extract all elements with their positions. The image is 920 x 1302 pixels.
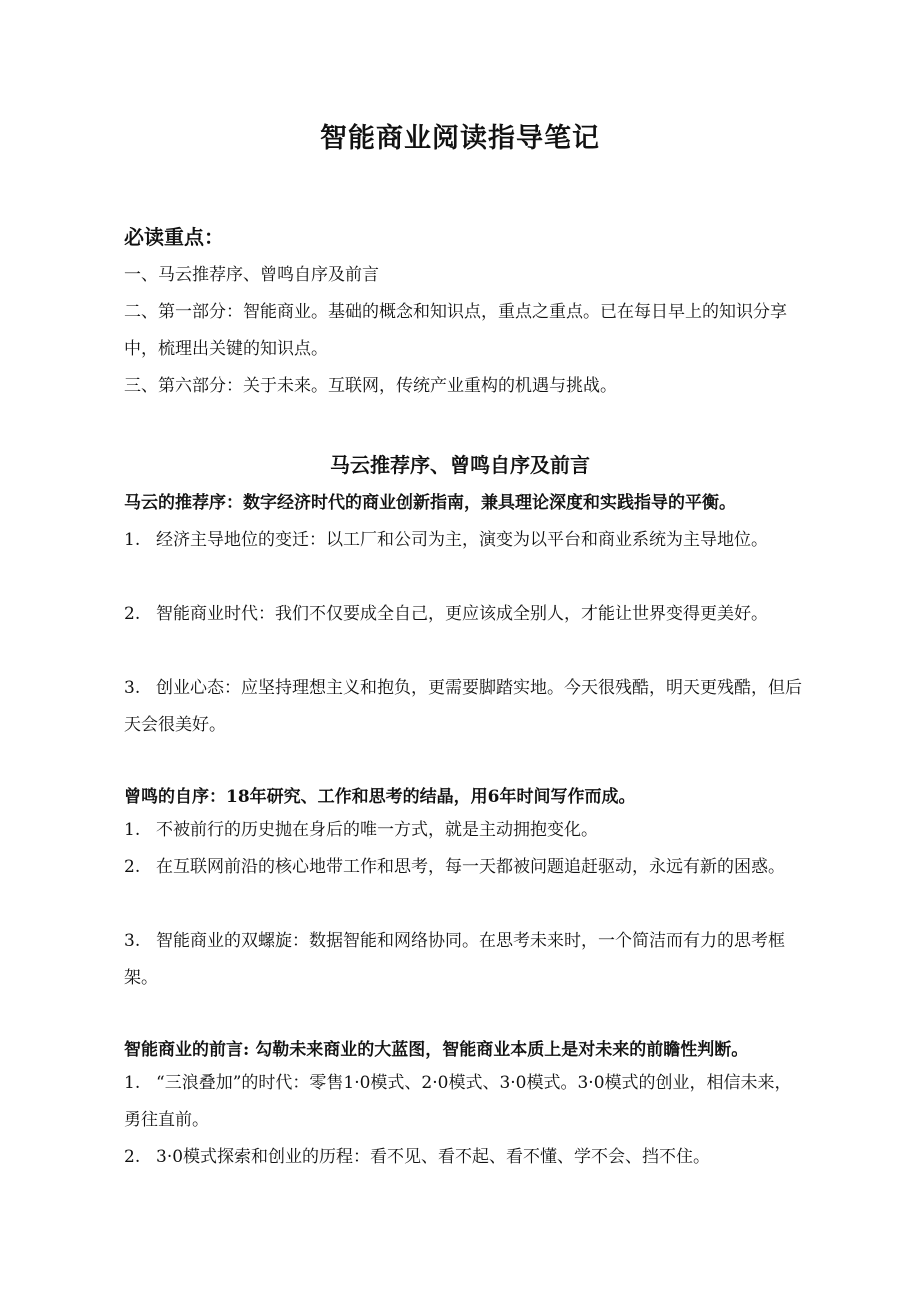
key-point-item: 二、第一部分：智能商业。基础的概念和知识点，重点之重点。已在每日早上的知识分享中，梳理出关键的知识点。: [124, 302, 787, 359]
document-title: 智能商业阅读指导笔记: [320, 123, 600, 154]
list-text: 3·0模式探索和创业的历程：看不见、看不起、看不懂、学不会、挡不住。: [156, 1147, 711, 1167]
mayun-preface-heading: 马云的推荐序：数字经济时代的商业创新指南，兼具理论深度和实践指导的平衡。: [124, 493, 736, 513]
list-text: 智能商业时代：我们不仅要成全自己，更应该成全别人，才能让世界变得更美好。: [156, 604, 768, 624]
list-text: 在互联网前沿的核心地带工作和思考，每一天都被问题追赶驱动，永远有新的困惑。: [156, 857, 785, 877]
list-item: [124, 1139, 804, 1176]
list-text: “三浪叠加”的时代：零售1·0模式、2·0模式、3·0模式。3·0模式的创业，相信未来，勇往直前。: [124, 1073, 792, 1130]
list-number: 3.: [124, 678, 141, 698]
list-number: 2.: [124, 857, 141, 877]
list-number: 3.: [124, 931, 141, 951]
list-item: [124, 596, 804, 633]
key-points-heading: 必读重点：: [124, 225, 224, 249]
list-number: 2.: [124, 604, 141, 624]
list-item: [124, 849, 804, 886]
key-point-item: 三、第六部分：关于未来。互联网，传统产业重构的机遇与挑战。: [124, 376, 617, 396]
list-text: 经济主导地位的变迁：以工厂和公司为主，演变为以平台和商业系统为主导地位。: [156, 530, 768, 550]
list-item: [124, 812, 804, 849]
list-item: [124, 923, 804, 997]
list-item: [124, 670, 804, 744]
key-point-item: 一、马云推荐序、曾鸣自序及前言: [124, 265, 379, 285]
list-number: 1.: [124, 1073, 141, 1093]
zengming-preface-heading: 曾鸣的自序：18年研究、工作和思考的结晶，用6年时间写作而成。: [124, 787, 636, 807]
list-number: 1.: [124, 820, 141, 840]
list-number: 1.: [124, 530, 141, 550]
list-text: 智能商业的双螺旋：数据智能和网络协同。在思考未来时，一个简洁而有力的思考框架。: [124, 931, 785, 988]
list-item: [124, 522, 804, 559]
section-heading: 马云推荐序、曾鸣自序及前言: [330, 453, 590, 477]
foreword-heading: 智能商业的前言: 勾勒未来商业的大蓝图，智能商业本质上是对未来的前瞻性判断。: [124, 1040, 749, 1060]
list-text: 不被前行的历史抛在身后的唯一方式，就是主动拥抱变化。: [156, 820, 598, 840]
list-item: [124, 1065, 804, 1139]
list-text: 创业心态：应坚持理想主义和抱负，更需要脚踏实地。今天很残酷，明天更残酷，但后天会很美好。: [124, 678, 802, 735]
list-number: 2.: [124, 1147, 141, 1167]
